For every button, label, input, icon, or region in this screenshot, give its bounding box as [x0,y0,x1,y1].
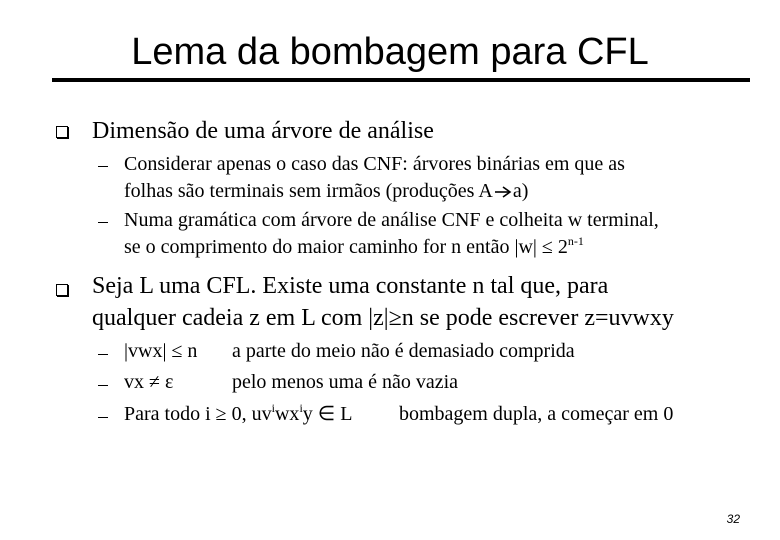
condition-3-note: bombagem dupla, a começar em 0 [399,403,674,425]
dash-bullet-icon [98,417,108,418]
section1-item2-line2: se o comprimento do maior caminho for n então $|w| \le 2^{n-1}$ [124,234,584,258]
title-underline [52,78,750,82]
section1-heading: Dimensão de uma árvore de análise [92,118,434,144]
condition-3: Para todo i ≥ 0, $uv^iwx^iy$ ∈ L [124,401,353,425]
section1-item1-line1: Considerar apenas o caso das CNF: árvores binárias em que as [124,153,625,175]
section2-line1: Seja L uma CFL. Existe uma constante n tal que, para [92,273,609,299]
right-arrow-icon [494,185,512,199]
condition-2: vx ≠ ε [124,371,174,393]
dash-bullet-icon [98,354,108,355]
section1-item1-line2: folhas são terminais sem irmãos (produções A a) [124,180,529,202]
condition-1-note: a parte do meio não é demasiado comprida [232,340,575,362]
section1-item2-line1: Numa gramática com árvore de análise CNF e colheita w terminal, [124,209,659,231]
dash-bullet-icon [98,222,108,223]
page-number: 32 [726,512,740,526]
square-bullet-icon [56,126,68,138]
condition-1: |vwx| ≤ n [124,340,198,362]
dash-bullet-icon [98,166,108,167]
square-bullet-icon [56,284,68,296]
condition-2-note: pelo menos uma é não vazia [232,371,459,393]
section2-line2: qualquer cadeia z em L com |z|≥n se pode escrever z=uvwxy [92,305,674,331]
slide-title: Lema da bombagem para CFL [131,31,649,73]
dash-bullet-icon [98,385,108,386]
